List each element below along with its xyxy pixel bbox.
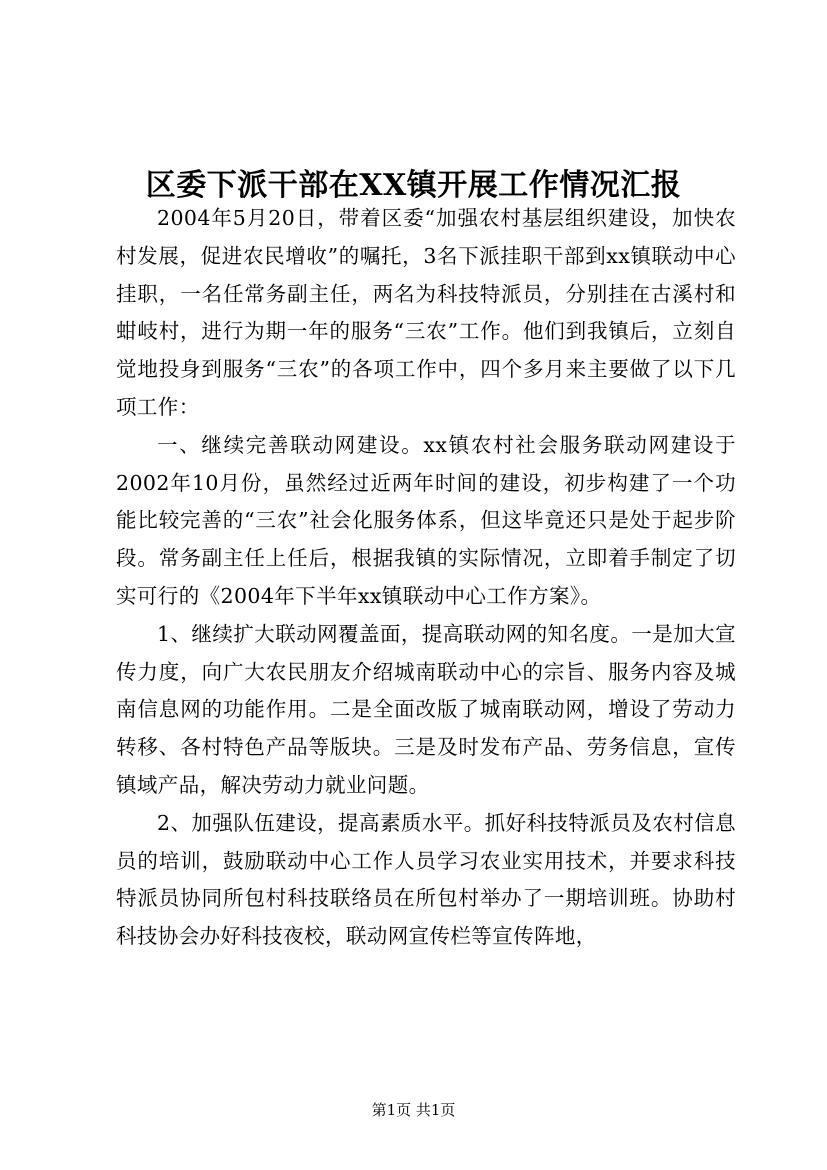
document-title: 区委下派干部在XX镇开展工作情况汇报: [145, 168, 682, 204]
paragraph-item-1: 1、继续扩大联动网覆盖面，提高联动网的知名度。一是加大宣传力度，向广大农民朋友介绍城南联动中心的宗旨、服务内容及城南信息网的功能作用。二是全面改版了城南联动网，增设了劳动力转移、各村特色产品等版块。三是及时发布产品、劳务信息，宣传镇域产品，解决劳动力就业问题。: [116, 621, 736, 797]
page-number-footer: 第1页 共1页: [371, 1101, 456, 1119]
paragraph-item-2: 2、加强队伍建设，提高素质水平。抓好科技特派员及农村信息员的培训，鼓励联动中心工作人员学习农业实用技术，并要求科技特派员协同所包村科技联络员在所包村举办了一期培训班。协助村科技协会办好科技夜校，联动网宣传栏等宣传阵地，: [116, 810, 736, 949]
paragraph-intro: 2004年5月20日，带着区委“加强农村基层组织建设，加快农村发展，促进农民增收”的嘱托，3名下派挂职干部到xx镇联动中心挂职，一名任常务副主任，两名为科技特派员，分别挂在古溪村和蚶岐村，进行为期一年的服务“三农”工作。他们到我镇后，立刻自觉地投身到服务“三农”的各项工作中，四个多月来主要做了以下几项工作：: [116, 206, 736, 419]
document-body: [116, 200, 736, 956]
paragraph-section-1: 一、继续完善联动网建设。xx镇农村社会服务联动网建设于2002年10月份，虽然经过近两年时间的建设，初步构建了一个功能比较完善的“三农”社会化服务体系，但这毕竟还只是处于起步阶段。常务副主任上任后，根据我镇的实际情况，立即着手制定了切实可行的《2004年下半年xx镇联动中心工作方案》。: [116, 432, 736, 608]
